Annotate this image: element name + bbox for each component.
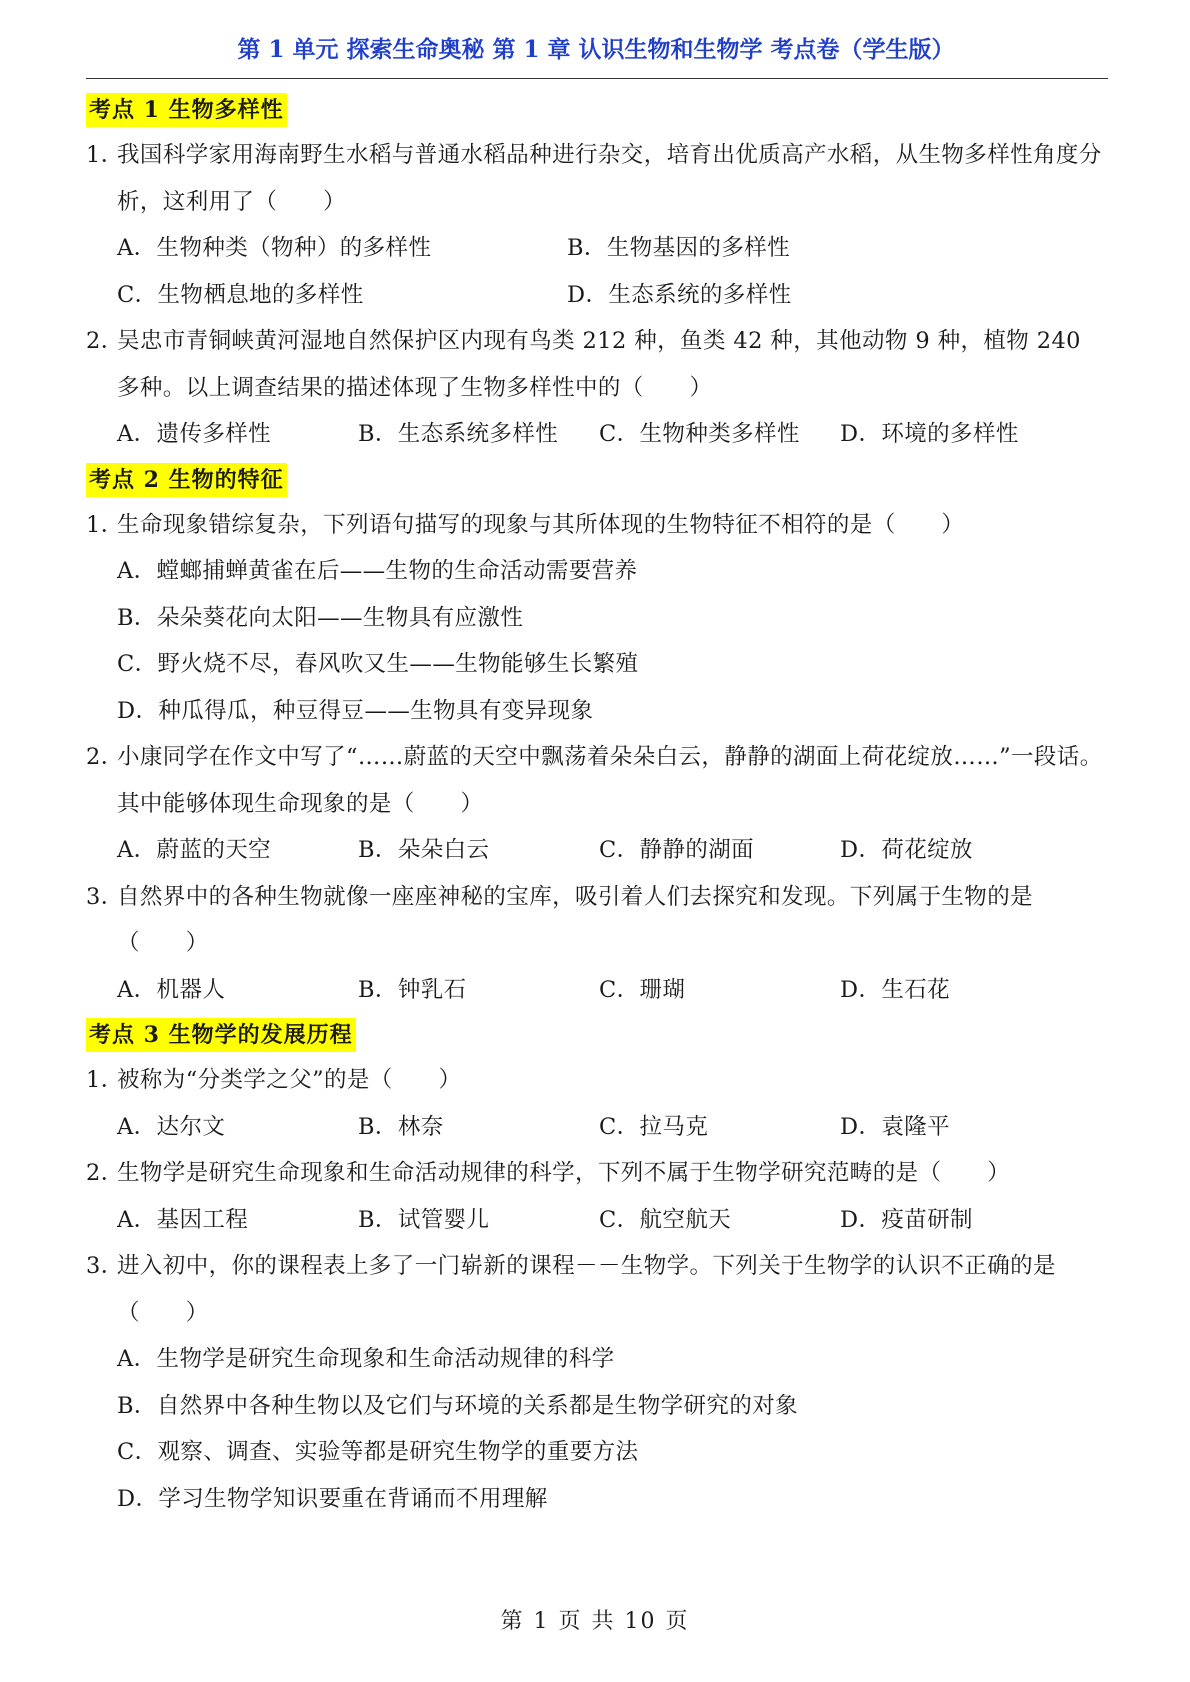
question-text: 生物学是研究生命现象和生命活动规律的科学，下列不属于生物学研究范畴的是（ ）	[117, 1160, 1011, 1186]
question-stem	[86, 132, 1108, 225]
page-footer: 第 1 页 共 10 页	[500, 1609, 690, 1634]
topic-heading-row	[86, 1013, 1108, 1057]
question-text: 我国科学家用海南野生水稻与普通水稻品种进行杂交，培育出优质高产水稻，从生物多样性角度分析，这利用了（ ）	[117, 142, 1102, 215]
answer-option: D．袁隆平	[840, 1113, 951, 1140]
question-number: 3．	[86, 1253, 124, 1279]
answer-option: A．基因工程	[117, 1206, 249, 1233]
option-row	[86, 967, 1108, 1014]
answer-option: C．观察、调查、实验等都是研究生物学的重要方法	[117, 1439, 639, 1465]
answer-option: A．生物学是研究生命现象和生命活动规律的科学	[117, 1346, 615, 1372]
answer-option: A．机器人	[117, 976, 226, 1003]
answer-option: B．生物基因的多样性	[567, 235, 791, 261]
question-number: 3．	[86, 883, 124, 910]
question-stem	[86, 734, 1108, 827]
answer-bracket: （ ）	[117, 1299, 209, 1326]
answer-option: D．学习生物学知识要重在背诵而不用理解	[117, 1485, 548, 1512]
topic-heading-row	[86, 458, 1108, 502]
question-stem	[86, 318, 1108, 411]
question-stem	[86, 502, 1108, 549]
question-text: 被称为“分类学之父”的是（ ）	[117, 1067, 462, 1093]
question-text: 生命现象错综复杂，下列语句描写的现象与其所体现的生物特征不相符的是（ ）	[117, 511, 965, 538]
question-stem	[86, 1243, 1108, 1290]
question-list	[86, 88, 1108, 1522]
answer-option: C．静静的湖面	[599, 837, 755, 863]
option-row	[86, 272, 1108, 319]
answer-option: A．遗传多样性	[117, 421, 272, 447]
question-number: 1．	[86, 142, 124, 168]
option-row	[86, 1197, 1108, 1244]
answer-option: C．珊瑚	[599, 976, 686, 1003]
answer-option: B．自然界中各种生物以及它们与环境的关系都是生物学研究的对象	[117, 1392, 799, 1419]
option-row	[86, 411, 1108, 458]
answer-option: D．荷花绽放	[840, 837, 973, 863]
answer-option: A．蔚蓝的天空	[117, 837, 272, 863]
topic-heading: 考点 2 生物的特征	[86, 463, 287, 497]
answer-option: B．钟乳石	[358, 976, 467, 1003]
question-text: 进入初中，你的课程表上多了一门崭新的课程－－生物学。下列关于生物学的认识不正确的是	[117, 1253, 1056, 1279]
question-number: 2．	[86, 744, 124, 770]
answer-option: D．环境的多样性	[840, 421, 1019, 447]
question-stem	[86, 874, 1108, 921]
answer-option: C．生物栖息地的多样性	[117, 281, 364, 308]
question-text: 小康同学在作文中写了“……蔚蓝的天空中飘荡着朵朵白云，静静的湖面上荷花绽放……”一段话。其中能够体现生命现象的是（ ）	[117, 744, 1103, 817]
answer-option: D．生态系统的多样性	[567, 281, 792, 308]
answer-option: C．野火烧不尽，春风吹又生——生物能够生长繁殖	[117, 651, 639, 677]
option-row	[86, 827, 1108, 874]
question-stem	[86, 1057, 1108, 1104]
header-divider	[86, 78, 1108, 79]
answer-option: A．达尔文	[117, 1113, 226, 1140]
answer-option: D．生石花	[840, 976, 951, 1003]
answer-option: B．朵朵葵花向太阳——生物具有应激性	[117, 604, 524, 631]
question-number: 2．	[86, 328, 124, 354]
answer-option: B．生态系统多样性	[358, 421, 559, 447]
answer-bracket: （ ）	[117, 930, 209, 956]
topic-heading-row	[86, 88, 1108, 132]
question-stem	[86, 1150, 1108, 1197]
question-number: 2．	[86, 1160, 124, 1186]
answer-option: B．林奈	[358, 1113, 444, 1140]
question-number: 1．	[86, 511, 124, 538]
answer-option: B．试管婴儿	[358, 1206, 490, 1233]
answer-option: D．种瓜得瓜，种豆得豆——生物具有变异现象	[117, 697, 594, 724]
question-number: 1．	[86, 1067, 124, 1093]
option-row	[86, 1104, 1108, 1151]
answer-option: C．航空航天	[599, 1206, 732, 1233]
answer-option: A．生物种类（物种）的多样性	[117, 235, 432, 261]
answer-option: D．疫苗研制	[840, 1206, 973, 1233]
option-row	[86, 225, 1108, 272]
page-header: 第 1 单元 探索生命奥秘 第 1 章 认识生物和生物学 考点卷（学生版）	[237, 36, 955, 63]
answer-option: B．朵朵白云	[358, 837, 490, 863]
question-text: 自然界中的各种生物就像一座座神秘的宝库，吸引着人们去探究和发现。下列属于生物的是	[117, 883, 1034, 910]
topic-heading: 考点 1 生物多样性	[86, 93, 287, 127]
answer-option: C．拉马克	[599, 1113, 709, 1140]
answer-option: C．生物种类多样性	[599, 421, 800, 447]
answer-option: A．螳螂捕蝉黄雀在后——生物的生命活动需要营养	[117, 558, 638, 584]
topic-heading: 考点 3 生物学的发展历程	[86, 1018, 356, 1052]
question-text: 吴忠市青铜峡黄河湿地自然保护区内现有鸟类 212 种，鱼类 42 种，其他动物 9 种，植物 240 多种。以上调查结果的描述体现了生物多样性中的（ ）	[117, 328, 1081, 401]
